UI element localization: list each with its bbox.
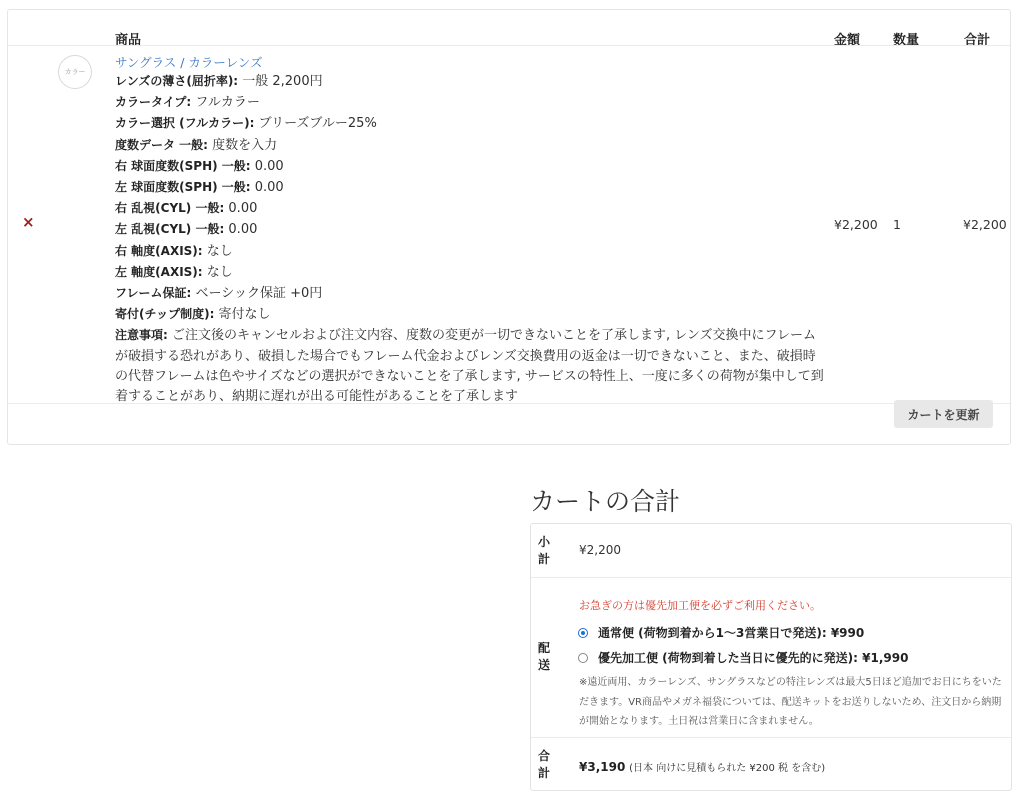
- subtotal-divider: [531, 577, 1011, 578]
- product-meta-list: [115, 71, 827, 407]
- subtotal-label: 小計: [538, 535, 551, 566]
- product-meta-line: [115, 283, 827, 304]
- shipping-standard-label[interactable]: 通常便 (荷物到着から1〜3営業日で発送): ¥990: [598, 626, 865, 640]
- cart-table: [7, 9, 1011, 445]
- col-header-price: 金額: [834, 33, 861, 48]
- total-label: 合計: [538, 749, 551, 780]
- product-meta-value: フルカラー: [191, 95, 260, 111]
- product-meta-line: [115, 113, 827, 134]
- shipping-note: ※遠近両用、カラーレンズ、サングラスなどの特注レンズは最大5日ほど追加でお日にちをいただきます。VR商品やメガネ福袋については、配送キットをお送りしないため、注文日から納期が開始となります。土日祝は営業日に含まれません。: [579, 677, 1002, 727]
- product-meta-line: [115, 135, 827, 156]
- shipping-standard-radio[interactable]: [578, 628, 588, 638]
- product-meta-value: 一般 2,200円: [238, 74, 323, 89]
- shipping-priority-radio[interactable]: [578, 653, 588, 663]
- shipping-notice: お急ぎの方は優先加工便を必ずご利用ください。: [579, 599, 821, 612]
- subtotal-value: ¥2,200: [579, 543, 621, 557]
- product-meta-value: なし: [202, 264, 233, 280]
- product-meta-key: 右 軸度(AXIS):: [115, 243, 203, 258]
- product-meta-key: 寄付(チップ制度):: [115, 307, 215, 322]
- product-meta-line: [115, 198, 827, 219]
- col-header-product: 商品: [115, 33, 142, 48]
- col-header-total: 合計: [964, 33, 991, 48]
- product-meta-line: [115, 325, 827, 407]
- product-meta-value: 寄付なし: [214, 307, 271, 323]
- item-quantity: 1: [893, 217, 901, 232]
- product-details: [115, 55, 827, 407]
- product-meta-value: ご注文後のキャンセルおよび注文内容、度数の変更が一切できないことを了承します, レンズ交換中にフレームが破損する恐れがあり、破損した場合でもフレーム代金およびレンズ交換費用の返金は一切できないこと、また、破損時の代替フレームは色やサイズなどの選択ができないことを了承します, サービスの特性上、一度に多くの荷物が集中して到着することがあり、納期に遅れが出る可能性があることを了承します: [115, 328, 824, 405]
- product-meta-line: [115, 262, 827, 283]
- product-meta-line: [115, 219, 827, 240]
- product-meta-line: [115, 92, 827, 113]
- product-meta-key: 左 軸度(AXIS):: [115, 264, 203, 279]
- product-meta-value: 度数を入力: [207, 137, 278, 153]
- product-meta-line: [115, 156, 827, 177]
- product-meta-value: ベーシック保証 +0円: [191, 286, 323, 302]
- shipping-priority-label[interactable]: 優先加工便 (荷物到着した当日に優先的に発送): ¥1,990: [598, 651, 909, 665]
- product-meta-value: なし: [202, 243, 233, 259]
- remove-item-icon[interactable]: ×: [22, 213, 35, 231]
- product-meta-line: [115, 71, 827, 92]
- product-meta-line: [115, 241, 827, 262]
- footer-divider: [8, 403, 1010, 404]
- product-thumbnail[interactable]: カラー: [58, 55, 92, 89]
- cart-totals-title: カートの合計: [530, 487, 681, 516]
- product-meta-line: [115, 304, 827, 325]
- product-meta-key: 注意事項:: [115, 328, 168, 343]
- product-meta-key: フレーム保証:: [115, 286, 192, 301]
- product-meta-key: 左 球面度数(SPH) 一般:: [115, 180, 251, 195]
- product-meta-value: 0.00: [224, 201, 258, 217]
- product-meta-key: カラー選択 (フルカラー):: [115, 116, 255, 131]
- product-meta-key: 度数データ 一般:: [115, 137, 208, 152]
- product-meta-value: ブリーズブルー25%: [254, 116, 377, 132]
- shipping-divider: [531, 737, 1011, 738]
- order-total-amount: ¥3,190: [579, 760, 626, 774]
- shipping-option-standard[interactable]: [578, 624, 864, 641]
- update-cart-button[interactable]: カートを更新: [894, 400, 993, 428]
- order-total-tax-note: (日本 向けに見積もられた ¥200 税 を含む): [629, 763, 826, 774]
- product-meta-key: レンズの薄さ(屈折率):: [115, 74, 239, 88]
- product-meta-key: 右 球面度数(SPH) 一般:: [115, 158, 251, 173]
- header-divider: [8, 45, 1010, 46]
- product-meta-key: 右 乱視(CYL) 一般:: [115, 201, 225, 216]
- product-meta-key: カラータイプ:: [115, 95, 192, 110]
- item-line-total: ¥2,200: [963, 217, 1007, 232]
- shipping-label: 配送: [538, 641, 551, 672]
- col-header-quantity: 数量: [893, 33, 920, 48]
- item-price: ¥2,200: [834, 217, 878, 232]
- product-meta-line: [115, 177, 827, 198]
- product-meta-value: 0.00: [250, 158, 284, 174]
- product-meta-value: 0.00: [224, 222, 258, 238]
- product-meta-key: 左 乱視(CYL) 一般:: [115, 222, 225, 237]
- product-title-link[interactable]: サングラス / カラーレンズ: [115, 55, 263, 70]
- order-total: [579, 759, 825, 774]
- cart-totals-table: [530, 523, 1012, 791]
- product-meta-value: 0.00: [250, 180, 284, 196]
- shipping-option-priority[interactable]: [578, 649, 908, 666]
